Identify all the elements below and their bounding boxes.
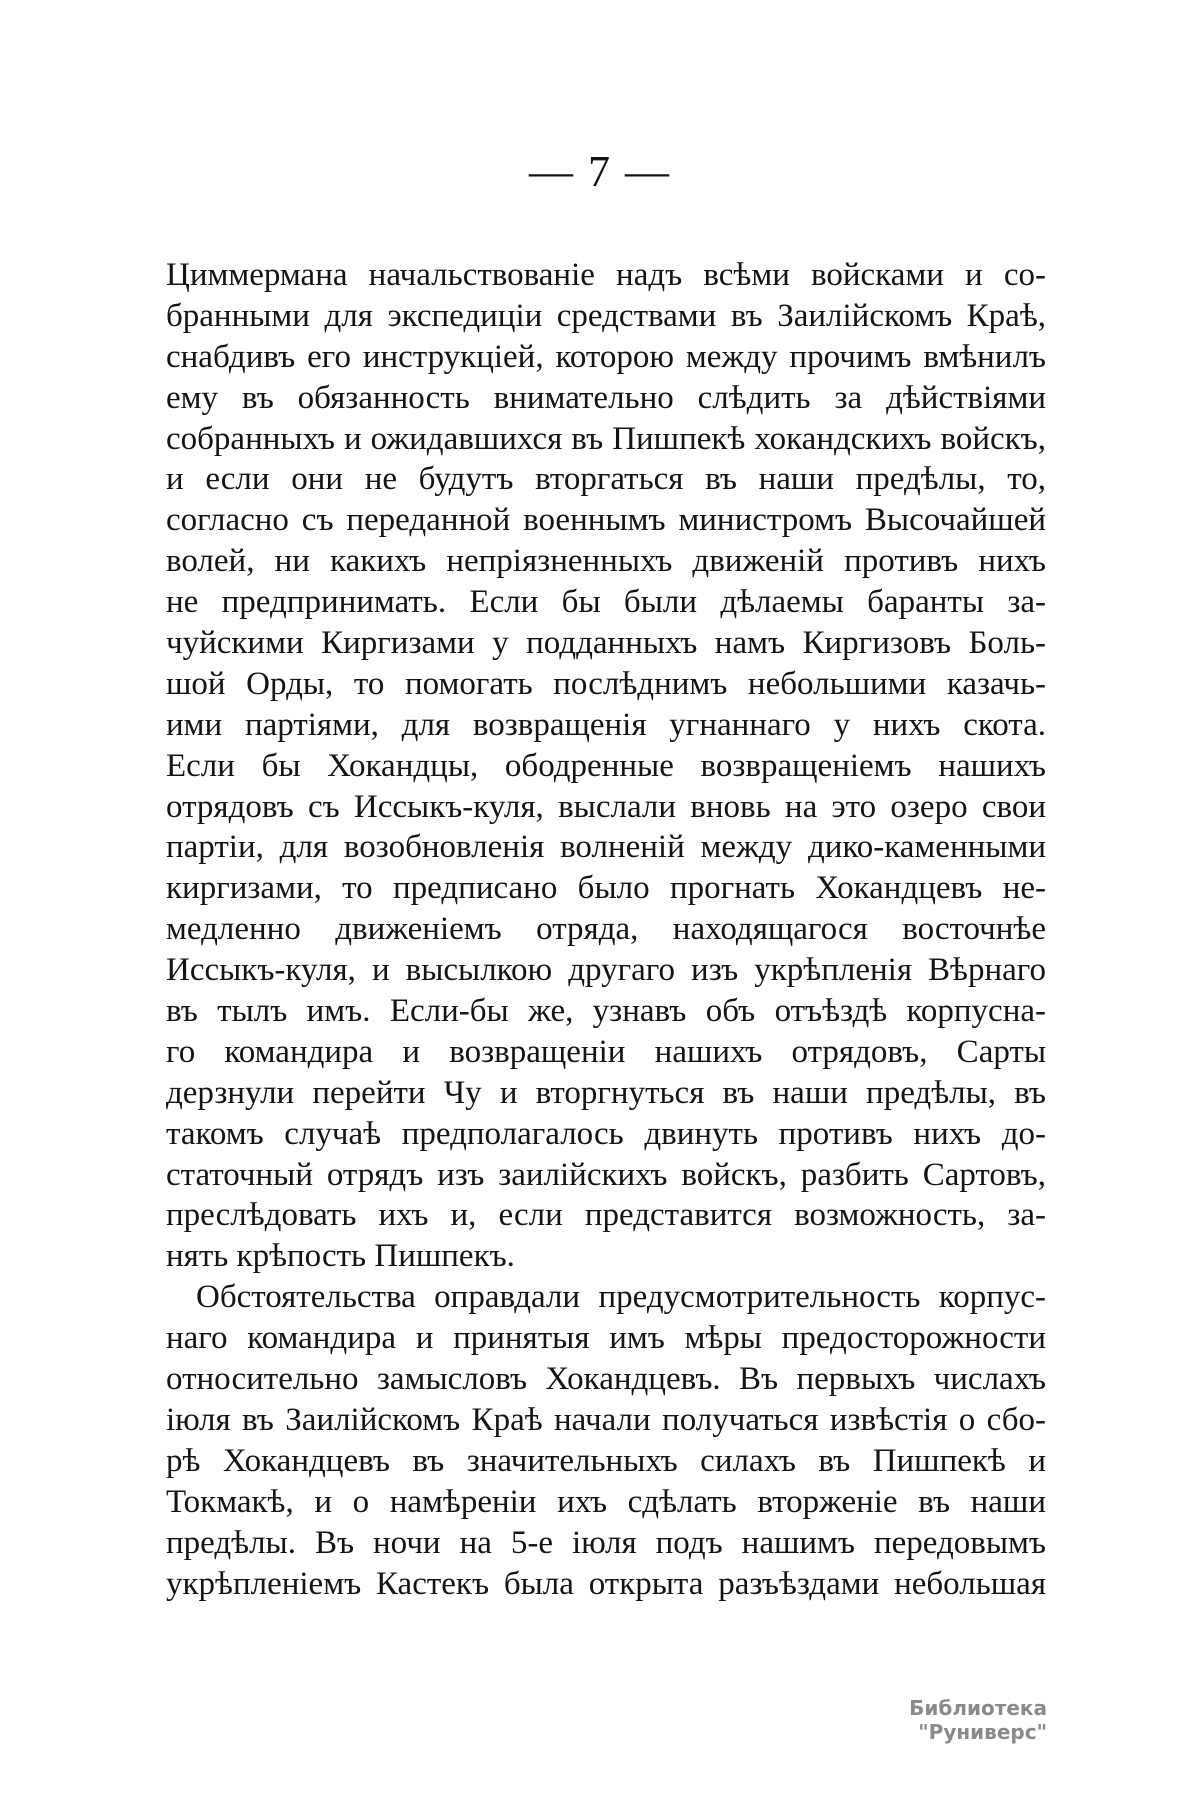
text-line: киргизами, то предписано было прогнать Хокандцевъ не- [166, 870, 1046, 907]
page-number: — 7 — [529, 147, 671, 196]
text-line: го командира и возвращеніи нашихъ отрядовъ, Сарты [166, 1033, 1046, 1070]
text-line: собранныхъ и ожидавшихся въ Пишпекѣ хокандскихъ войскъ, [166, 420, 1046, 457]
text-line: Токмакѣ, и о намѣреніи ихъ сдѣлать вторженіе въ наши [166, 1483, 1046, 1520]
text-line: Если бы Хокандцы, ободренные возвращеніемъ нашихъ [166, 747, 1046, 784]
text-line: укрѣпленіемъ Кастекъ была открыта разъѣздами небольшая [166, 1565, 1046, 1602]
text-line: шой Орды, то помогать послѣднимъ небольшими казачь- [166, 665, 1046, 702]
text-line: статочный отрядъ изъ заилійскихъ войскъ, разбить Сартовъ, [166, 1156, 1046, 1193]
text-line: ему въ обязанность внимательно слѣдить за дѣйствіями [166, 379, 1046, 416]
text-line: и если они не будутъ вторгаться въ наши предѣлы, то, [166, 461, 1046, 498]
text-line: Иссыкъ-куля, и высылкою другаго изъ укрѣпленія Вѣрнаго [166, 952, 1046, 989]
text-line: медленно движеніемъ отряда, находящагося восточнѣе [166, 911, 1046, 948]
text-line: отрядовъ съ Иссыкъ-куля, выслали вновь на это озеро свои [166, 788, 1046, 825]
text-line: волей, ни какихъ непріязненныхъ движеній противъ нихъ [166, 543, 1046, 580]
page-text [166, 255, 1046, 1604]
text-line: предѣлы. Въ ночи на 5-е іюля подъ нашимъ передовымъ [166, 1524, 1046, 1561]
text-line: дерзнули перейти Чу и вторгнуться въ наши предѣлы, въ [166, 1074, 1046, 1111]
text-line: ими партіями, для возвращенія угнаннаго у нихъ скота. [166, 706, 1046, 743]
text-line: нять крѣпость Пишпекъ. [166, 1238, 515, 1275]
text-line: партіи, для возобновленія волненій между дико-каменными [166, 829, 1046, 866]
text-line: относительно замысловъ Хокандцевъ. Въ первыхъ числахъ [166, 1361, 1046, 1398]
text-line: рѣ Хокандцевъ въ значительныхъ силахъ въ Пишпекѣ и [166, 1442, 1046, 1479]
text-line: іюля въ Заилійскомъ Краѣ начали получаться извѣстія о сбо- [166, 1401, 1046, 1438]
text-line: такомъ случаѣ предполагалось двинуть противъ нихъ до- [166, 1115, 1046, 1152]
text-line: въ тылъ имъ. Если-бы же, узнавъ объ отъѣздѣ корпусна- [166, 993, 1046, 1030]
text-line: не предпринимать. Если бы были дѣлаемы баранты за- [166, 584, 1046, 621]
library-watermark: Библиотека "Руниверс" [909, 1696, 1047, 1744]
text-line: Циммермана начальствованіе надъ всѣми войсками и со- [166, 257, 1046, 293]
text-line: чуйскими Киргизами у подданныхъ намъ Киргизовъ Боль- [166, 625, 1046, 662]
text-line: снабдивъ его инструкціей, которою между прочимъ вмѣнилъ [166, 338, 1046, 375]
text-line: преслѣдовать ихъ и, если представится возможность, за- [166, 1197, 1046, 1234]
text-line: согласно съ переданной военнымъ министромъ Высочайшей [166, 502, 1046, 539]
text-line: наго командира и принятыя имъ мѣры предосторожности [166, 1320, 1046, 1357]
text-line: бранными для экспедиціи средствами въ Заилійскомъ Краѣ, [166, 297, 1046, 334]
text-line: Обстоятельства оправдали предусмотрительность корпус- [196, 1279, 1046, 1316]
